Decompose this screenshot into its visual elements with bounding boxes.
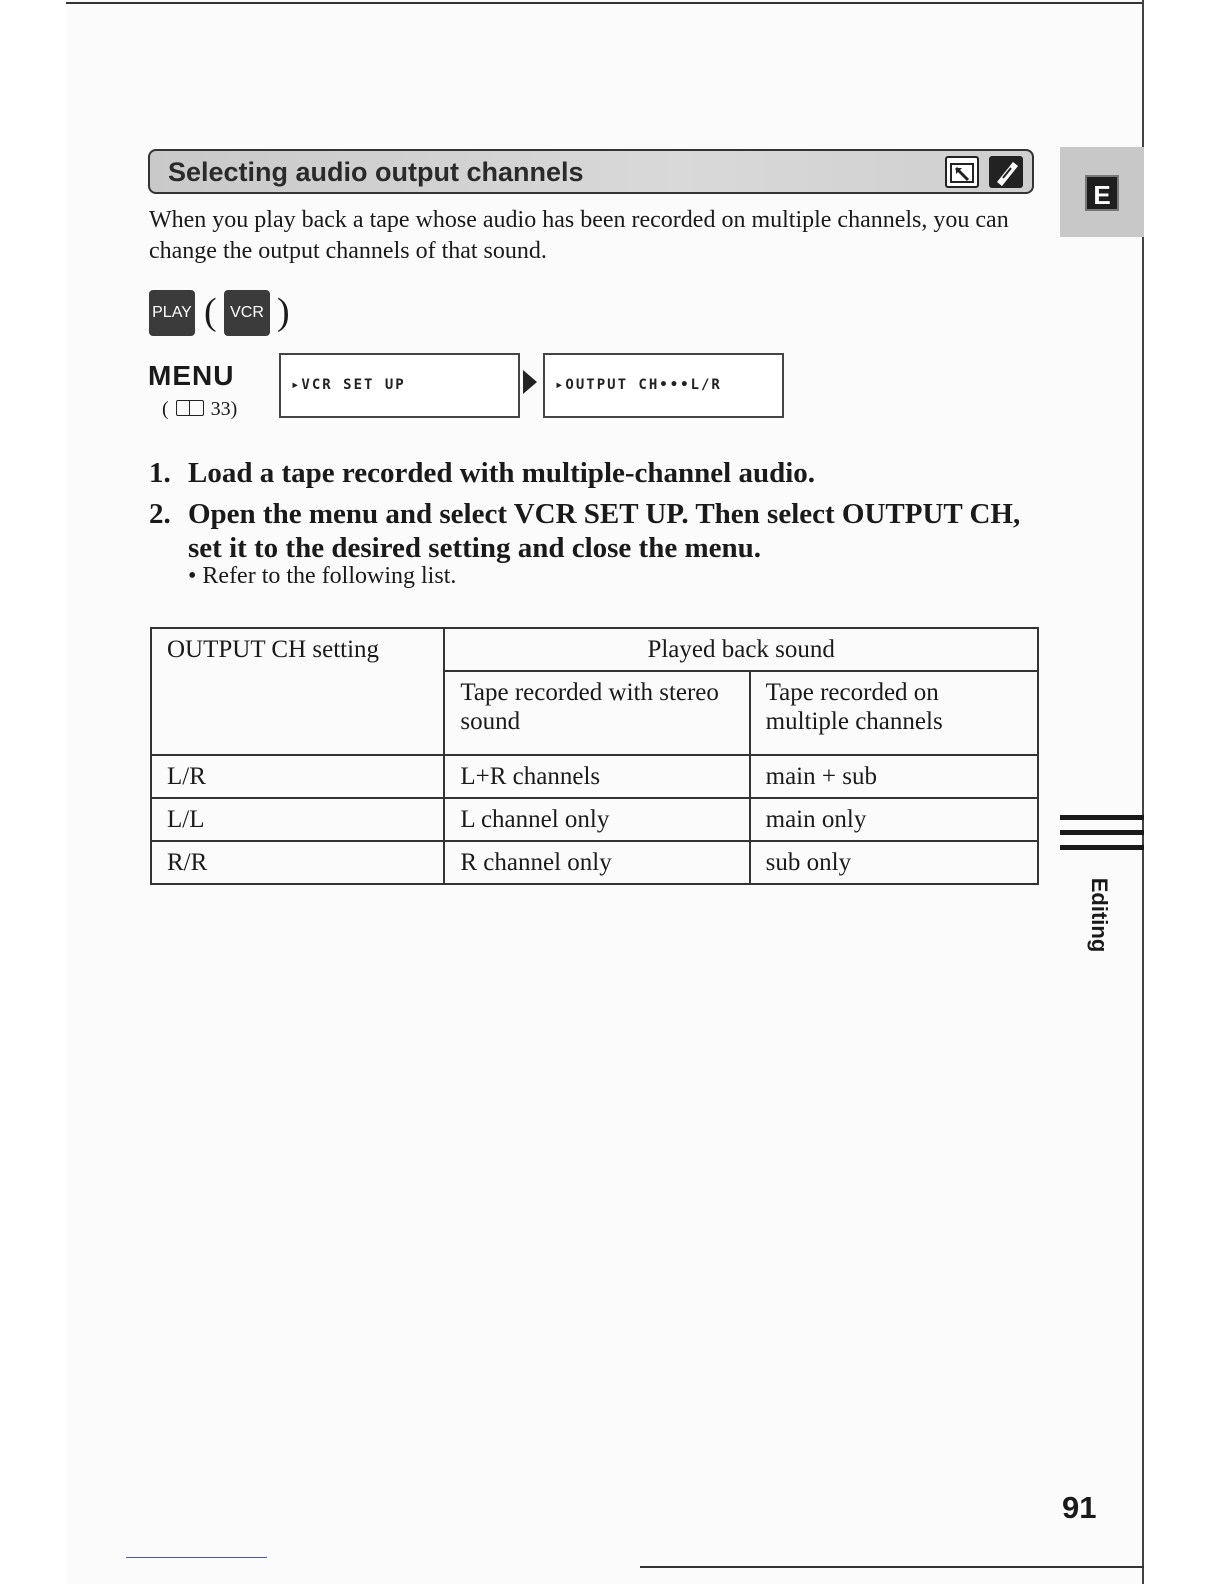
top-rule (66, 2, 1144, 4)
section-title: Selecting audio output channels (168, 157, 584, 187)
table-cell: L/R (151, 755, 444, 798)
table-header-setting: OUTPUT CH setting (151, 628, 444, 755)
section-title-bar (148, 149, 1034, 194)
play-button-badge: PLAY (149, 290, 195, 336)
open-paren: ( (204, 291, 217, 333)
menu-ref-page: 33) (210, 398, 238, 420)
table-header-played-back-sound: Played back sound (444, 628, 1038, 671)
menu-ref-open: ( (162, 398, 169, 420)
table-cell: R channel only (444, 841, 749, 884)
close-paren: ) (277, 291, 290, 333)
table-subheader-stereo: Tape recorded with stereo sound (444, 671, 749, 755)
section-label-editing: Editing (1087, 877, 1112, 953)
table-cell: sub only (750, 841, 1038, 884)
menu-screen-text-1: ▸VCR SET UP (291, 377, 406, 393)
table-cell: R/R (151, 841, 444, 884)
table-row (151, 755, 1038, 798)
table-row (151, 798, 1038, 841)
output-channel-table (150, 627, 1039, 885)
table-subheader-multiple: Tape recorded on multiple channels (750, 671, 1038, 755)
table-row (151, 841, 1038, 884)
table-cell: L channel only (444, 798, 749, 841)
table-cell: main only (750, 798, 1038, 841)
table-cell: L/L (151, 798, 444, 841)
menu-screen-text-2: ▸OUTPUT CH•••L/R (555, 377, 722, 393)
right-edge-rule (1142, 0, 1144, 1584)
play-mode-icon (945, 156, 979, 188)
page-number: 91 (1062, 1490, 1097, 1525)
language-tab-e: E (1085, 175, 1119, 211)
footer-link-line (126, 1557, 267, 1558)
step-text: Open the menu and select VCR SET UP. Then select OUTPUT CH, set it to the desired setting and close the menu. (188, 498, 1021, 564)
step-1 (149, 456, 815, 490)
menu-label: MENU (148, 360, 235, 391)
menu-screen-output-ch (543, 353, 784, 418)
section-marker-bars (1060, 815, 1144, 860)
bottom-rule (640, 1566, 1144, 1568)
step-text: Load a tape recorded with multiple-channel audio. (188, 457, 816, 489)
book-icon (176, 400, 204, 416)
intro-paragraph: When you play back a tape whose audio has been recorded on multiple channels, you can change the output channels of that sound. (149, 207, 1009, 264)
step-number: 2. (149, 498, 171, 530)
remote-control-icon (989, 156, 1023, 188)
menu-arrow-icon (523, 370, 537, 394)
table-header-row (151, 628, 1038, 671)
step-note: • Refer to the following list. (188, 563, 457, 589)
step-number: 1. (149, 457, 171, 489)
step-2 (149, 497, 1049, 565)
vcr-button-badge: VCR (224, 290, 270, 336)
table-cell: main + sub (750, 755, 1038, 798)
menu-page-reference (162, 398, 237, 421)
menu-screen-vcr-setup (279, 353, 520, 418)
table-cell: L+R channels (444, 755, 749, 798)
